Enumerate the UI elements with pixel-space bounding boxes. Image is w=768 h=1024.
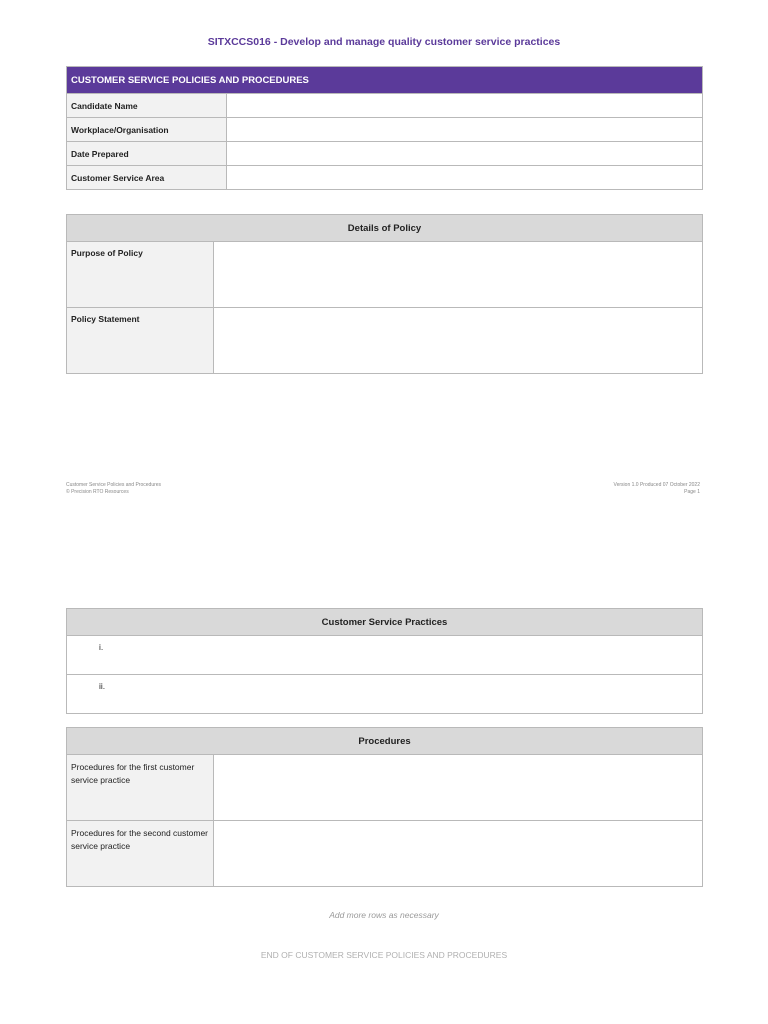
- table-row: [67, 94, 703, 118]
- practices-table-heading: Customer Service Practices: [67, 609, 703, 636]
- procedures-table-heading: Procedures: [67, 728, 703, 755]
- footer-copyright: © Precision RTO Resources: [66, 489, 129, 495]
- table-row: [67, 308, 703, 374]
- footer-page-number: Page 1: [684, 489, 700, 495]
- practice-item-1[interactable]: i.: [67, 636, 703, 675]
- practices-table: [66, 608, 703, 714]
- service-area-label: Customer Service Area: [67, 166, 227, 190]
- second-procedure-field[interactable]: [214, 821, 703, 887]
- info-table-heading: CUSTOMER SERVICE POLICIES AND PROCEDURES: [67, 67, 703, 94]
- table-row: [67, 636, 703, 675]
- candidate-name-field[interactable]: [227, 94, 703, 118]
- add-rows-note: Add more rows as necessary: [329, 910, 439, 920]
- policy-table-heading: Details of Policy: [67, 215, 703, 242]
- end-of-document-text: END OF CUSTOMER SERVICE POLICIES AND PROCEDURES: [260, 950, 508, 960]
- footer-doc-name: Customer Service Policies and Procedures: [66, 482, 162, 488]
- purpose-field[interactable]: [214, 242, 703, 308]
- date-prepared-label: Date Prepared: [67, 142, 227, 166]
- policy-statement-field[interactable]: [214, 308, 703, 374]
- table-row: [67, 166, 703, 190]
- footer-left: [66, 482, 161, 496]
- footer-right: [614, 482, 700, 496]
- practice-item-2[interactable]: ii.: [67, 675, 703, 714]
- table-row: [67, 755, 703, 821]
- procedures-table: [66, 727, 703, 887]
- workplace-label: Workplace/Organisation: [67, 118, 227, 142]
- table-row: [67, 142, 703, 166]
- policy-statement-label: Policy Statement: [67, 308, 214, 374]
- purpose-label: Purpose of Policy: [67, 242, 214, 308]
- document-title: SITXCCS016 - Develop and manage quality customer service practices: [207, 36, 561, 48]
- table-row: [67, 821, 703, 887]
- candidate-name-label: Candidate Name: [67, 94, 227, 118]
- service-area-field[interactable]: [227, 166, 703, 190]
- workplace-field[interactable]: [227, 118, 703, 142]
- table-row: [67, 118, 703, 142]
- first-procedure-label: Procedures for the first customer service practice: [67, 755, 214, 821]
- table-row: [67, 242, 703, 308]
- policy-table: [66, 214, 703, 374]
- first-procedure-field[interactable]: [214, 755, 703, 821]
- date-prepared-field[interactable]: [227, 142, 703, 166]
- footer-version: Version 1.0 Produced 07 October 2022: [613, 482, 700, 488]
- info-table: [66, 66, 703, 190]
- second-procedure-label: Procedures for the second customer service practice: [67, 821, 214, 887]
- table-row: [67, 675, 703, 714]
